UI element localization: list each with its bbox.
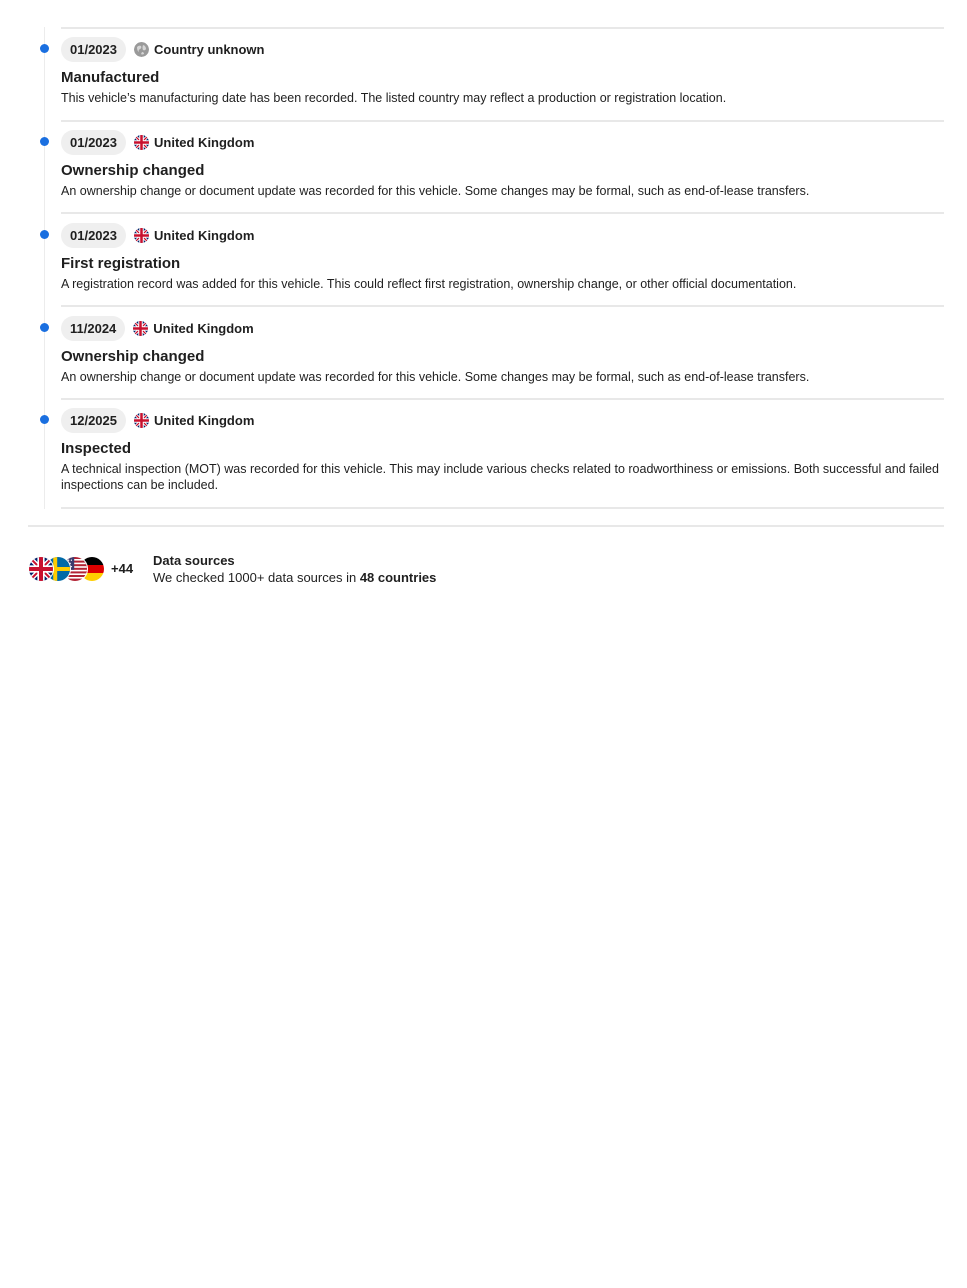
data-sources-text <box>153 570 436 585</box>
timeline-dot <box>40 415 49 424</box>
event-country-label: Country unknown <box>154 41 265 57</box>
event-date-chip: 01/2023 <box>61 37 126 62</box>
event-title: First registration <box>61 255 181 272</box>
event-divider <box>61 398 944 400</box>
event-country-label: United Kingdom <box>154 227 255 243</box>
event-country-label: United Kingdom <box>154 412 255 428</box>
event-title: Manufactured <box>61 69 160 86</box>
uk-flag-icon <box>28 556 54 582</box>
event-title: Ownership changed <box>61 348 205 365</box>
event-date-chip: 01/2023 <box>61 223 126 248</box>
event-country-label: United Kingdom <box>153 320 254 336</box>
event-description: An ownership change or document update was recorded for this vehicle. Some changes may be formal, such as end-of-lease transfers. <box>61 370 810 384</box>
event-country <box>134 413 254 428</box>
timeline-line <box>44 27 45 509</box>
timeline-dot <box>40 323 49 332</box>
uk-flag-icon <box>134 413 149 428</box>
country-flags-stack <box>28 556 108 582</box>
event-title: Ownership changed <box>61 162 205 179</box>
section-divider <box>28 525 944 527</box>
timeline-dot <box>40 137 49 146</box>
timeline-dot <box>40 44 49 53</box>
event-date-chip: 11/2024 <box>61 316 125 341</box>
event-divider <box>61 212 944 214</box>
timeline-top-divider <box>61 27 944 29</box>
event-country <box>133 321 253 336</box>
event-country-label: United Kingdom <box>154 134 255 150</box>
uk-flag-icon <box>134 228 149 243</box>
event-description: A registration record was added for this vehicle. This could reflect first registration, ownership change, or other official documentation. <box>61 277 797 291</box>
timeline-dot <box>40 230 49 239</box>
data-sources-title: Data sources <box>153 553 235 568</box>
data-sources-text-prefix: We checked 1000+ data sources in <box>153 570 360 585</box>
uk-flag-icon <box>133 321 148 336</box>
event-divider <box>61 305 944 307</box>
event-divider <box>61 507 944 509</box>
event-description: An ownership change or document update was recorded for this vehicle. Some changes may be formal, such as end-of-lease transfers. <box>61 184 810 198</box>
data-sources <box>28 553 528 589</box>
event-title: Inspected <box>61 440 132 457</box>
event-country <box>134 42 265 57</box>
event-description: This vehicle’s manufacturing date has been recorded. The listed country may reflect a production or registration location. <box>61 91 727 105</box>
event-date-chip: 01/2023 <box>61 130 126 155</box>
event-country <box>134 228 254 243</box>
event-description: A technical inspection (MOT) was recorded for this vehicle. This may include various checks related to roadworthiness or emissions. Both successful and failed inspections can be included. <box>61 462 939 492</box>
globe-icon <box>134 42 149 57</box>
data-sources-country-count: 48 countries <box>359 570 437 585</box>
event-country <box>134 135 254 150</box>
uk-flag-icon <box>134 135 149 150</box>
event-divider <box>61 120 944 122</box>
event-date-chip: 12/2025 <box>61 408 126 433</box>
more-countries-count: +44 <box>111 561 134 576</box>
